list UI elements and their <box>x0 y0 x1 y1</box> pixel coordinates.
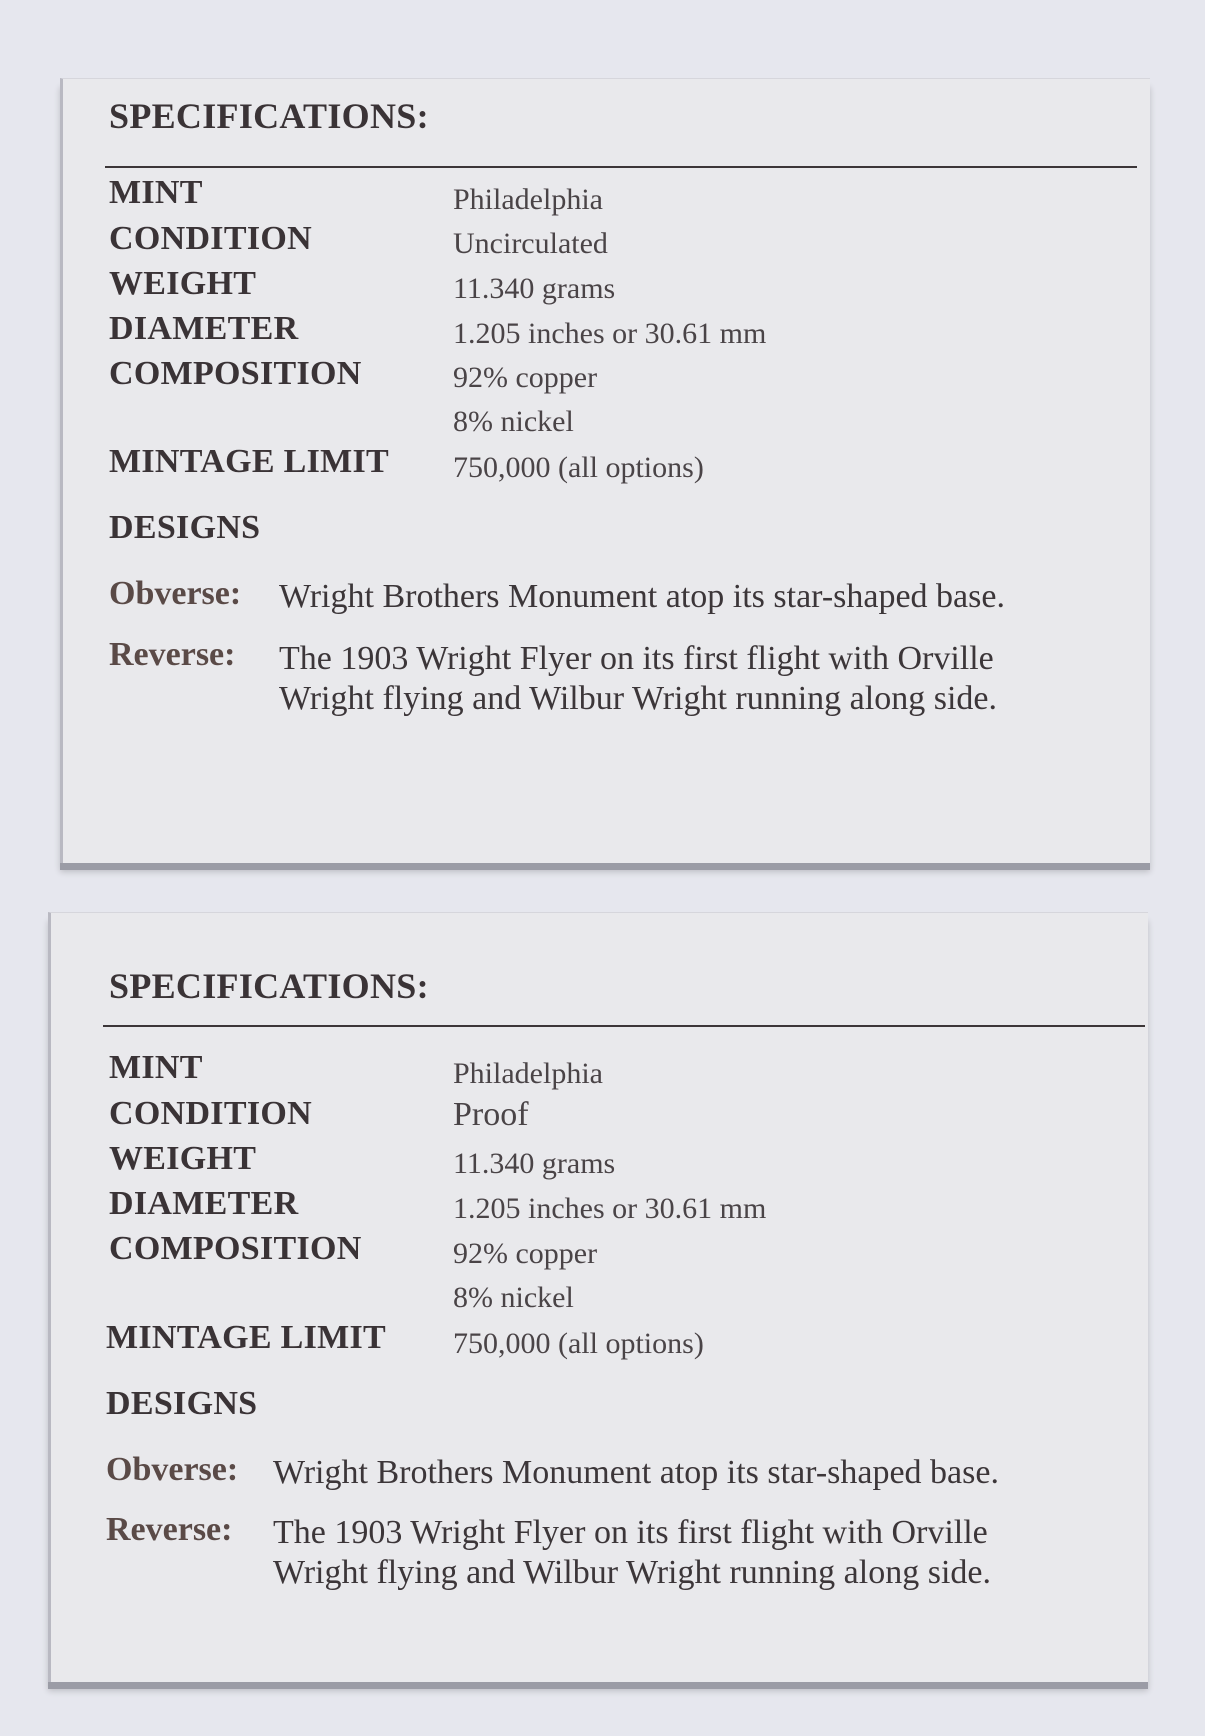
obverse-label: Obverse: <box>106 1451 239 1488</box>
reverse-text-line-1: The 1903 Wright Flyer on its first flight with Orville <box>279 640 994 677</box>
condition-value: Proof <box>453 1096 529 1133</box>
mintage-limit-label: MINTAGE LIMIT <box>109 443 390 480</box>
diameter-value: 1.205 inches or 30.61 mm <box>453 1192 767 1225</box>
designs-heading: DESIGNS <box>106 1385 258 1422</box>
mint-label: MINT <box>109 174 203 211</box>
mintage-limit-value: 750,000 (all options) <box>453 1327 704 1360</box>
composition-value-nickel: 8% nickel <box>453 405 574 438</box>
weight-value: 11.340 grams <box>453 1147 616 1180</box>
title-divider <box>105 166 1137 168</box>
mint-label: MINT <box>109 1049 203 1086</box>
mint-value: Philadelphia <box>453 1057 603 1090</box>
diameter-label: DIAMETER <box>109 1185 299 1222</box>
composition-value-nickel: 8% nickel <box>453 1281 574 1314</box>
reverse-text-line-2: Wright flying and Wilbur Wright running along side. <box>273 1554 991 1591</box>
diameter-label: DIAMETER <box>109 310 299 347</box>
mintage-limit-label: MINTAGE LIMIT <box>106 1319 387 1356</box>
weight-value: 11.340 grams <box>453 272 616 305</box>
condition-label: CONDITION <box>109 1095 312 1132</box>
mint-value: Philadelphia <box>453 183 603 216</box>
condition-label: CONDITION <box>109 220 312 257</box>
spec-card-proof <box>48 912 1148 1682</box>
mintage-limit-value: 750,000 (all options) <box>453 451 704 484</box>
reverse-text-line-2: Wright flying and Wilbur Wright running along side. <box>279 680 997 717</box>
reverse-label: Reverse: <box>109 636 236 673</box>
card-title: SPECIFICATIONS: <box>109 96 429 136</box>
composition-label: COMPOSITION <box>109 355 362 392</box>
diameter-value: 1.205 inches or 30.61 mm <box>453 317 767 350</box>
obverse-label: Obverse: <box>109 575 242 612</box>
reverse-label: Reverse: <box>106 1511 233 1548</box>
obverse-text: Wright Brothers Monument atop its star-shaped base. <box>273 1454 999 1491</box>
weight-label: WEIGHT <box>109 265 257 302</box>
composition-label: COMPOSITION <box>109 1230 362 1267</box>
spec-card-uncirculated <box>60 78 1150 863</box>
card-title: SPECIFICATIONS: <box>109 966 429 1006</box>
designs-heading: DESIGNS <box>109 509 261 546</box>
condition-value: Uncirculated <box>453 227 608 260</box>
composition-value-copper: 92% copper <box>453 361 598 394</box>
composition-value-copper: 92% copper <box>453 1237 598 1270</box>
weight-label: WEIGHT <box>109 1140 257 1177</box>
title-divider <box>103 1025 1145 1027</box>
reverse-text-line-1: The 1903 Wright Flyer on its first flight with Orville <box>273 1514 988 1551</box>
obverse-text: Wright Brothers Monument atop its star-shaped base. <box>279 578 1005 615</box>
